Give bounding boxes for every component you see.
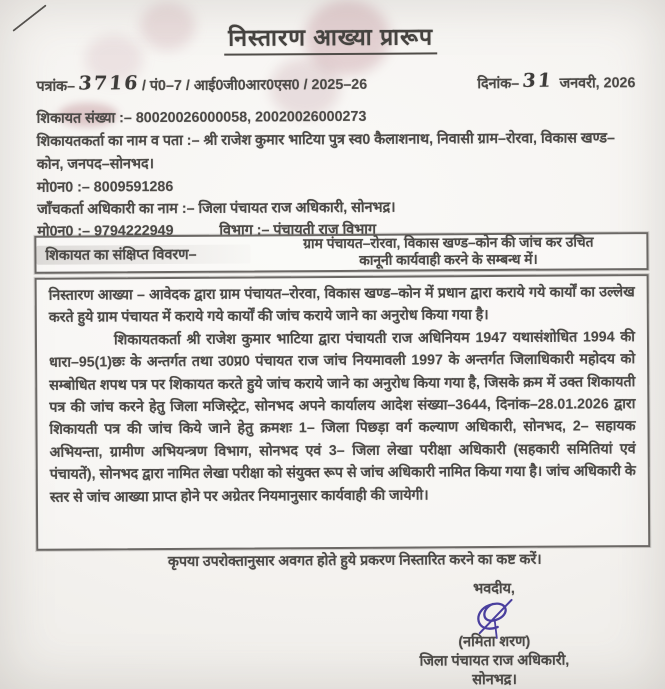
complainant-line: शिकायतकर्ता का नाम व पता :– श्री राजेश कुमार भाटिया पुत्र स्व0 कैलाशनाथ, निवासी ग्राम–रोरवा, विकास खण्ड–कोन, जनपद–सोनभद।: [36, 130, 616, 173]
summary-text: [250, 233, 646, 271]
signatory-designation: जिला पंचायत राज अधिकारी,: [419, 652, 570, 670]
letter-number-rest: / पं0–7 / आई0जी0आर0एस0 / 2025–26: [141, 76, 368, 95]
report-paragraph-1: निस्तारण आख्या – आवेदक द्वारा ग्राम पंचायत–रोरवा, विकास खण्ड–कोन में प्रधान द्वारा कराये गये कार्यों का उल्लेख करते हुये ग्राम पंचायत में कराये गये कार्यों की जांच कराये जाने का अनुरोध किया गया है।: [48, 284, 635, 327]
summary-label: शिकायत का संक्षिप्त विवरण–: [36, 244, 250, 264]
closing-request-line: कृपया उपरोक्तानुसार अवगत होते हुये प्रकरण निस्तारित करने का कष्ट करें।: [167, 551, 542, 571]
disposal-report-box: [35, 274, 651, 551]
signature-scribble: [463, 595, 525, 639]
document-title: निस्तारण आख्या प्रारूप: [0, 18, 663, 54]
inquiry-officer-line: जाँचकर्ता अधिकारी का नाम :– जिला पंचायत राज अधिकारी, सोनभद्र।: [37, 199, 396, 218]
complainant-mobile-line: मो0न0 :– 8009591286: [36, 178, 174, 196]
signatory-name: (नमिता शरण): [458, 633, 531, 651]
summary-text-line2: कानूनी कार्यवाही करने के सम्बन्ध में।: [357, 251, 540, 271]
salutation: भवदीय,: [473, 580, 515, 598]
signatory-place: सोनभद्र।: [472, 671, 517, 689]
letter-number-handwritten: 3716: [77, 72, 141, 95]
date-day-handwritten: 31: [521, 69, 554, 92]
date-group: [477, 70, 635, 93]
report-paragraph-2: शिकायतकर्ता श्री राजेश कुमार भाटिया द्वारा पंचायती राज अधिनियम 1947 यथासंशोधित 1994 की धारा–95(1)छः के अन्तर्गत तथा उ0प्र0 पंचायत राज जांच नियमावली 1997 के अन्तर्गत जिलाधिकारी महोदय को सम्बोधित शपथ पत्र पर शिकायत करते हुये जांच कराये जाने का अनुरोध किया गया है, जिसके क्रम में उक्त शिकायती पत्र की जांच करने हेतु जिला मजिस्ट्रेट, सोनभद अपने कार्यालय आदेश संख्या–3644, दिनांक–28.01.2026 द्वारा शिकायती पत्र की जांच किये जाने हेतु क्रमशः 1– जिला पिछड़ा वर्ग कल्याण अधिकारी, सोनभद, 2– सहायक अभियन्ता, ग्रामीण अभियन्त्रण विभाग, सोनभद एवं 3– जिला लेखा परीक्षा अधिकारी (सहकारी समितियां एवं पंचायतें), सोनभद द्वारा नामित लेखा परीक्षा को संयुक्त रूप से जांच अधिकारी नामित किया गया है। जांच अधिकारी के स्तर से जांच आख्या प्राप्त होने पर अग्रेतर नियमानुसार कार्यवाही की जायेगी।: [49, 328, 636, 506]
officer-mobile: मो0न0 :– 9794222949: [37, 222, 174, 240]
complaint-number-line: शिकायत संख्या :– 80020026000058, 20020026000273: [36, 108, 367, 127]
summary-text-line1: ग्राम पंचायत–रोरवा, विकास खण्ड–कोन की जांच कर उचित: [303, 234, 594, 252]
complaint-summary-box: [34, 232, 648, 274]
reference-line: [36, 70, 635, 96]
signature-block: [401, 581, 587, 689]
date-label: दिनांक–: [477, 75, 520, 93]
department: विभाग :– पंचायती राज विभाग: [219, 221, 377, 239]
letter-number-label: पत्रांक–: [36, 78, 76, 95]
date-rest: जनवरी, 2026: [559, 75, 636, 92]
